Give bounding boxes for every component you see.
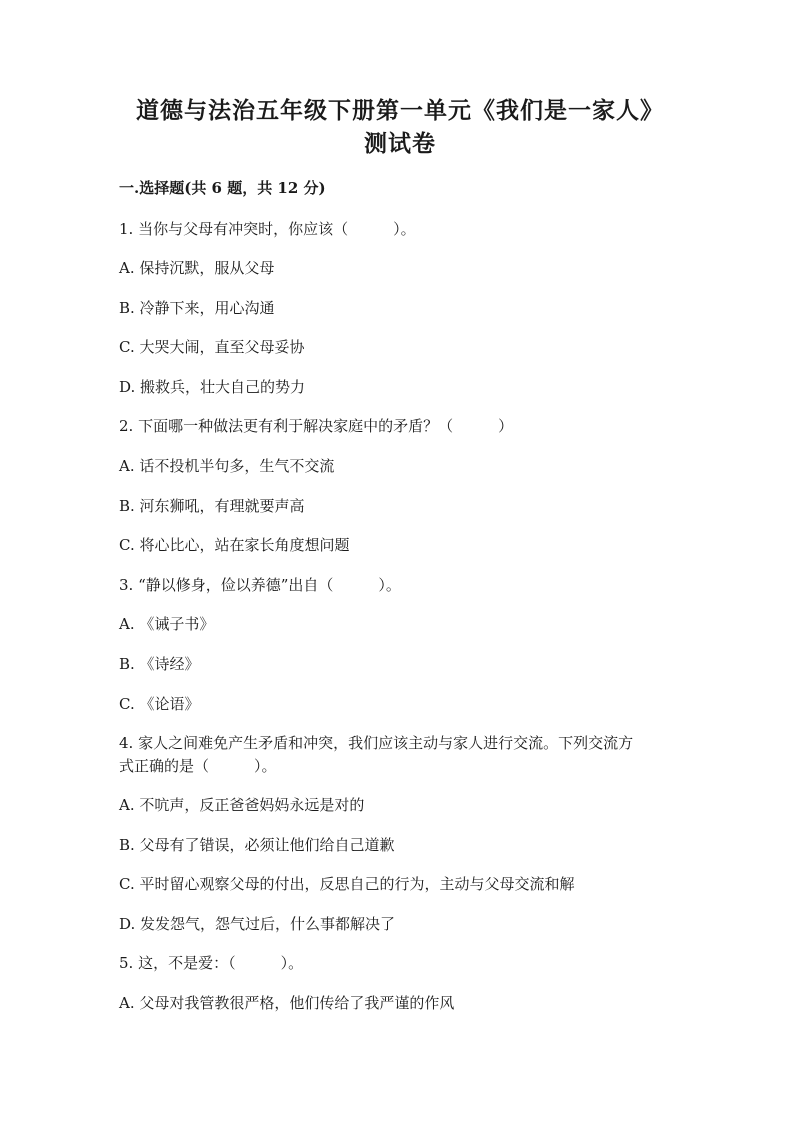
question-3-stem: 3. “静以修身，俭以养德”出自（ ）。 — [119, 576, 401, 594]
question-4-option-a: A. 不吭声，反正爸爸妈妈永远是对的 — [119, 796, 365, 814]
question-5-stem: 5. 这，不是爱：（ ）。 — [119, 954, 304, 972]
document-title: 道德与法治五年级下册第一单元《我们是一家人》 — [136, 97, 664, 124]
question-2-option-b: B. 河东狮吼，有理就要声高 — [119, 497, 305, 515]
section-heading: 一.选择题(共 6 题，共 12 分) — [119, 179, 326, 197]
question-3-option-c: C. 《论语》 — [119, 695, 200, 713]
document-subtitle: 测试卷 — [364, 130, 436, 157]
question-5-option-a: A. 父母对我管教很严格，他们传给了我严谨的作风 — [119, 994, 455, 1012]
question-1-option-b: B. 冷静下来，用心沟通 — [119, 299, 275, 317]
question-2-stem: 2. 下面哪一种做法更有利于解决家庭中的矛盾？（ ） — [119, 417, 514, 435]
question-1-option-d: D. 搬救兵，壮大自己的势力 — [119, 378, 306, 396]
question-4-stem-line1: 4. 家人之间难免产生矛盾和冲突，我们应该主动与家人进行交流。下列交流方 — [119, 734, 634, 752]
question-1-stem: 1. 当你与父母有冲突时，你应该（ ）。 — [119, 220, 416, 238]
question-2-option-c: C. 将心比心，站在家长角度想问题 — [119, 536, 350, 554]
question-1-option-c: C. 大哭大闹，直至父母妥协 — [119, 338, 305, 356]
question-1-option-a: A. 保持沉默，服从父母 — [119, 259, 275, 277]
question-4-stem-line2: 式正确的是（ ）。 — [119, 757, 277, 775]
question-3-option-b: B. 《诗经》 — [119, 655, 200, 673]
question-3-option-a: A. 《诫子书》 — [119, 615, 215, 633]
question-4-option-d: D. 发发怨气，怨气过后，什么事都解决了 — [119, 915, 396, 933]
question-4-option-b: B. 父母有了错误，必须让他们给自己道歉 — [119, 836, 395, 854]
question-4-option-c: C. 平时留心观察父母的付出，反思自己的行为，主动与父母交流和解 — [119, 875, 575, 893]
question-2-option-a: A. 话不投机半句多，生气不交流 — [119, 457, 335, 475]
